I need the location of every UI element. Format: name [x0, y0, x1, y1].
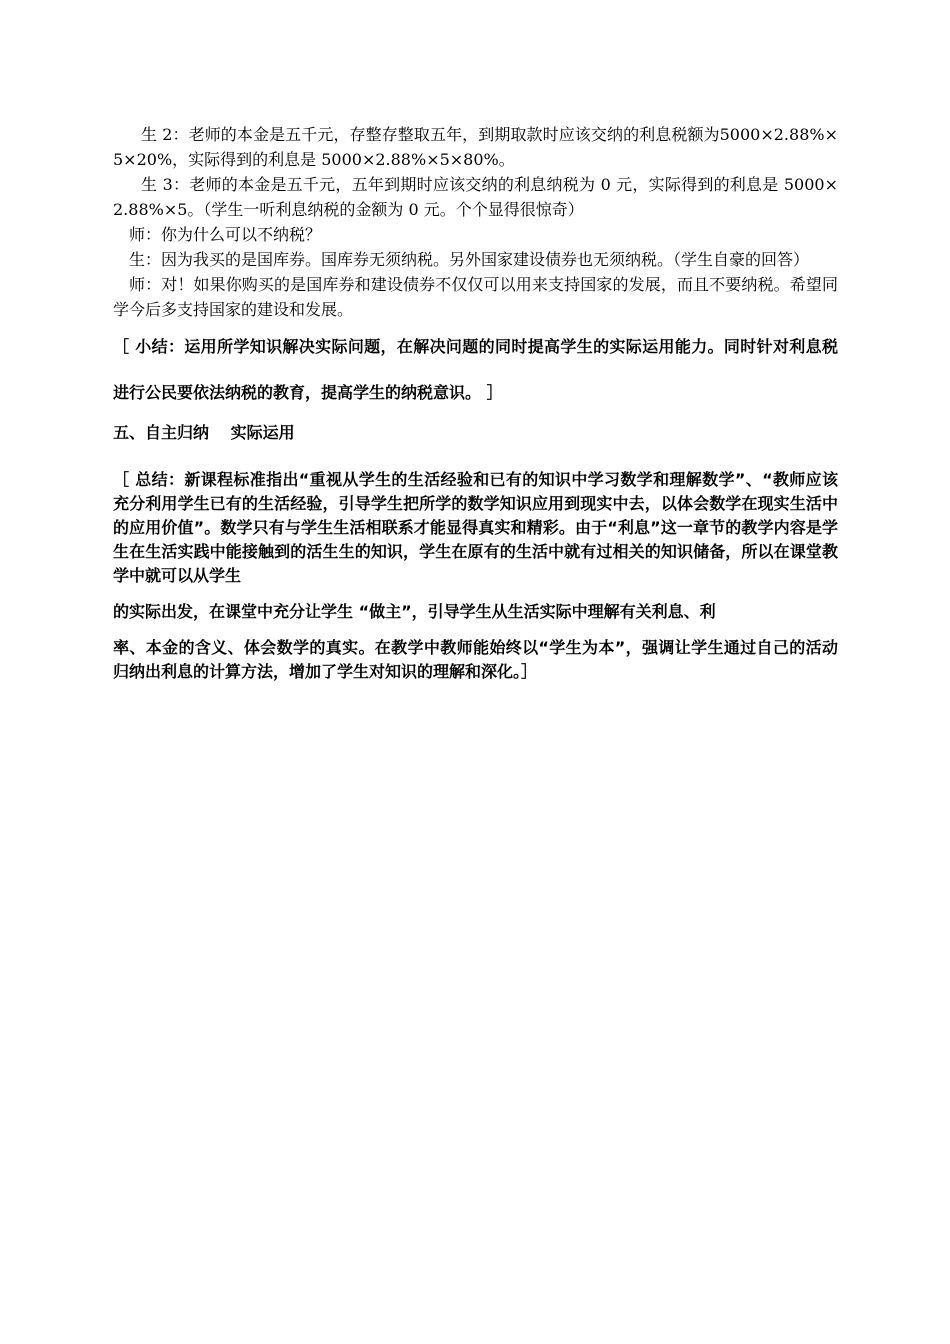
conclusion-part-3: 率、本金的含义、体会数学的真实。在教学中教师能始终以“学生为本”，强调让学生通过自己的活动归纳出利息的计算方法，增加了学生对知识的理解和深化。］: [113, 638, 838, 681]
summary-note: ［ 小结：运用所学知识解决实际问题，在解决问题的同时提高学生的实际运用能力。同时针对利息税进行公民要依法纳税的教育，提高学生的纳税意识。 ］: [113, 337, 838, 402]
conclusion-part-1: ［ 总结：新课程标准指出“重视从学生的生活经验和已有的知识中学习数学和理解数学”、“教师应该充分利用学生已有的生活经验，引导学生把所学的数学知识应用到现实中去，以体会数学在现实生活中的应用价值”。数学只有与学生生活相联系才能显得真实和精彩。由于“利息”这一章节的教学内容是学生在生活实践中能接触到的活生生的知识，学生在原有的生活中就有过相关的知识储备，所以在课堂教学中就可以从学生: [113, 470, 838, 585]
student-2-paragraph: 生 2：老师的本金是五千元，存整存整取五年，到期取款时应该交纳的利息税额为5000×2.88%×5×20%，实际得到的利息是 5000×2.88%×5×80%。: [113, 125, 838, 169]
student-answer-paragraph: 生：因为我买的是国库券。国库券无须纳税。另外国家建设债券也无须纳税。（学生自豪的回答）: [129, 250, 810, 269]
section-heading: 五、自主归纳 实际运用: [113, 423, 295, 442]
teacher-response-paragraph: 师：对！如果你购买的是国库券和建设债券不仅仅可以用来支持国家的发展，而且不要纳税。希望同学今后多支持国家的建设和发展。: [113, 275, 838, 319]
teacher-question-paragraph: 师：你为什么可以不纳税？: [129, 225, 322, 244]
student-3-paragraph: 生 3：老师的本金是五千元，五年到期时应该交纳的利息纳税为 0 元，实际得到的利息是 5000×2.88%×5。（学生一听利息纳税的金额为 0 元。个个显得很惊奇）: [113, 175, 838, 219]
conclusion-part-2: 的实际出发，在课堂中充分让学生 “做主”，引导学生从生活实际中理解有关利息、利: [113, 602, 716, 621]
conclusion-note: [113, 468, 838, 684]
document-page: [113, 122, 838, 684]
